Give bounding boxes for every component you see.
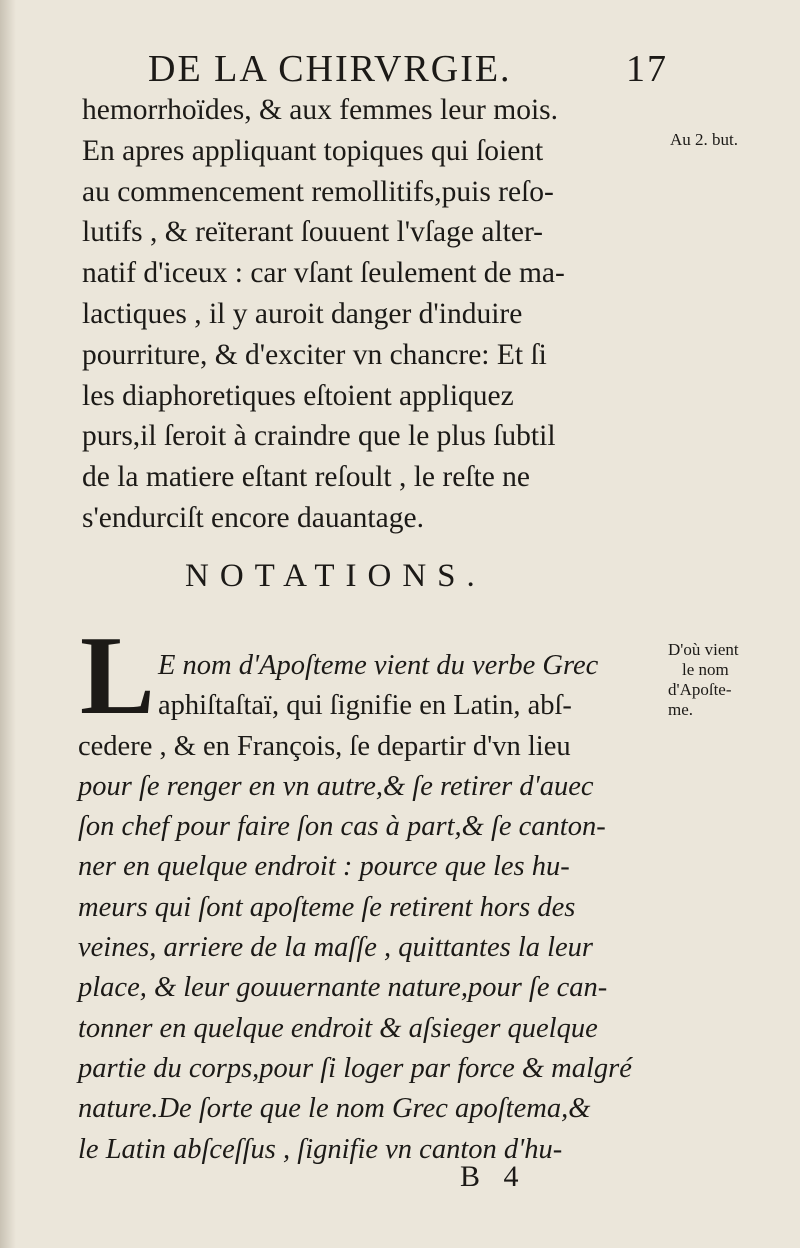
text-line: partie du corps,pour ſi loger par force & malgré	[78, 1052, 632, 1084]
text-line: hemorrhoïdes, & aux femmes leur mois.	[82, 94, 558, 126]
text-line: En apres appliquant topiques qui ſoient	[82, 134, 544, 167]
text-line: purs,il ſeroit à craindre que le plus ſubtil	[82, 420, 556, 453]
text-line: ſon chef pour faire ſon cas à part,& ſe canton-	[78, 811, 606, 843]
text-line: place, & leur gouuernante nature,pour ſe can-	[78, 972, 608, 1004]
page-number: 17	[626, 48, 668, 90]
margin-note-line: D'où vient	[668, 640, 739, 659]
margin-note-line: le nom	[682, 660, 729, 679]
section-heading: NOTATIONS.	[185, 558, 486, 594]
text-line: lactiques , il y auroit danger d'induire	[82, 297, 523, 330]
margin-note-apostheme	[668, 640, 793, 720]
margin-note-but: Au 2. but.	[670, 130, 738, 149]
text-line: pour ſe renger en vn autre,& ſe retirer d'auec	[78, 770, 594, 802]
text-line: le Latin abſceſſus , ſignifie vn canton d'hu-	[78, 1133, 563, 1165]
text-line: de la matiere eſtant reſoult , le reſte ne	[82, 461, 531, 494]
text-line: nature.De ſorte que le nom Grec apoſtema,&	[78, 1093, 591, 1125]
text-line: les diaphoretiques eſtoient appliquez	[82, 379, 514, 412]
text-line: veines, arriere de la maſſe , quittantes la leur	[78, 932, 594, 964]
text-line: E nom d'Apoſteme vient du verbe Grec	[158, 650, 599, 681]
running-head-title: DE LA CHIRVRGIE.	[148, 48, 512, 90]
text-line: meurs qui ſont apoſteme ſe retirent hors des	[78, 891, 576, 923]
text-line: pourriture, & d'exciter vn chancre: Et ſi	[82, 338, 547, 371]
text-line: natif d'iceux : car vſant ſeulement de ma-	[82, 257, 565, 290]
text-line: lutifs , & reïterant ſouuent l'vſage alter-	[82, 216, 543, 249]
drop-cap: L	[80, 614, 155, 738]
text-line: cedere , & en François, ſe departir d'vn lieu	[78, 730, 571, 762]
notations-paragraph	[78, 646, 662, 1170]
margin-note-line: d'Apoſte-	[668, 680, 732, 699]
text-line: s'endurciſt encore dauantage.	[82, 501, 424, 534]
page-gutter-shadow	[0, 0, 16, 1248]
main-paragraph	[82, 90, 672, 539]
running-head	[148, 44, 668, 94]
text-line: au commencement remollitifs,puis reſo-	[82, 175, 554, 208]
text-line: tonner en quelque endroit & aſsieger quelque	[78, 1012, 598, 1044]
margin-note-line: me.	[668, 700, 694, 719]
text-line: ner en quelque endroit : pource que les hu-	[78, 851, 570, 883]
signature-mark: B 4	[460, 1160, 527, 1193]
text-line: aphiſtaſtaï, qui ſignifie en Latin, abſ-	[158, 690, 572, 722]
